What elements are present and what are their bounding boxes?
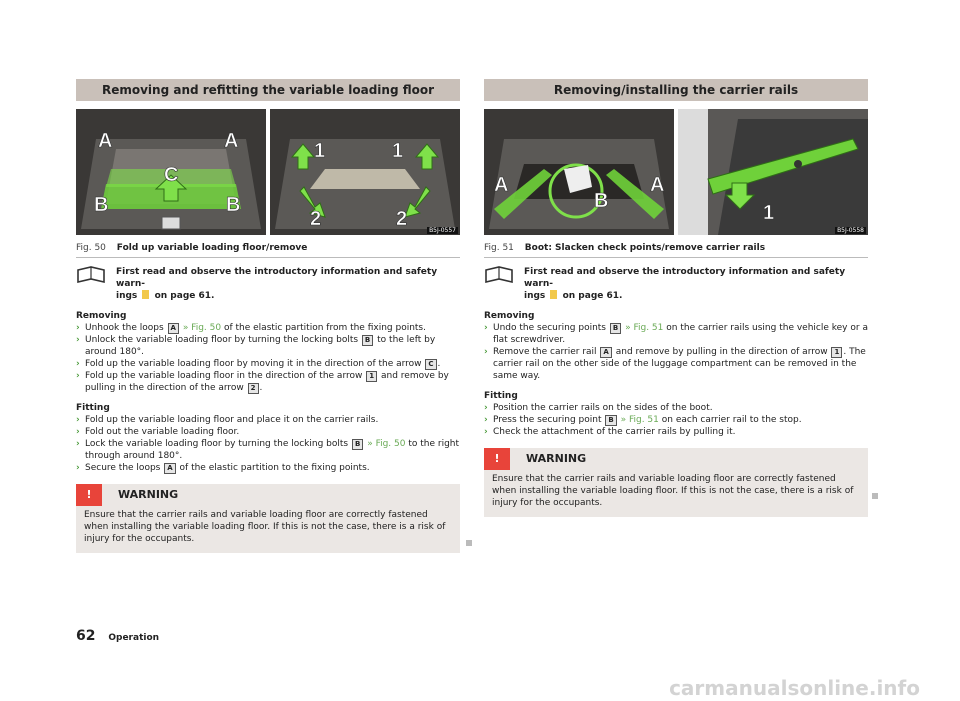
figure-link[interactable]: » Fig. 50 [182,323,222,333]
warning-box [76,484,460,553]
section-carrier-rails [484,79,868,517]
chevron-right-icon: › [76,439,80,449]
chevron-right-icon: › [76,371,80,381]
fig-label-a-right: A [224,130,239,152]
fig-label-1-right: 1 [392,140,404,162]
intro-note [76,266,460,302]
figure-50 [76,109,460,235]
note-text-line2a: ings [524,291,546,301]
list-item: › Remove the carrier rail A and remove by pulling in the direction of arrow 1 . The carrier rail on the other side of the luggage compartment can be removed in the same way. [484,347,866,381]
fig-label-a-left: A [98,130,113,152]
warning-icon: ! [484,448,510,470]
warning-label: WARNING [118,488,179,501]
list-item: › Fold up the variable loading floor by moving it in the direction of the arrow C . [76,359,441,369]
note-text-line1: First read and observe the introductory information and safety warn- [524,267,846,289]
list-item: › Press the securing point B » Fig. 51 on each carrier rail to the stop. [484,415,802,425]
section-end-mark [872,493,878,499]
figure-caption [76,243,460,258]
intro-note [484,266,868,302]
fitting-steps [76,414,460,474]
warning-label: WARNING [526,452,587,465]
figure-photo-right [678,109,868,235]
warning-icon: ! [76,484,102,506]
section-label: Operation [108,633,160,643]
warning-small-icon [142,290,149,299]
section-end-mark [466,540,472,546]
fig-label-1: 1 [763,202,775,224]
section-title: Removing/installing the carrier rails [484,79,868,101]
figure-code: B5J-0558 [837,227,864,234]
figure-caption-text: Boot: Slacken check points/remove carrier rails [524,243,766,253]
list-item: › Undo the securing points B » Fig. 51 on the carrier rails using the vehicle key or a flat screwdriver. [484,323,868,345]
removing-heading: Removing [76,311,127,321]
warning-text: Ensure that the carrier rails and variable loading floor are correctly fastened when installing the variable loading floor. If this is not the case, there is a risk of injury for the occupants. [492,474,854,508]
chevron-right-icon: › [484,427,488,437]
list-item: › Unlock the variable loading floor by turning the locking bolts B to the left by around 180°. [76,335,436,357]
fitting-steps [484,402,868,438]
removing-steps [76,322,460,394]
chevron-right-icon: › [484,347,488,357]
list-item: › Unhook the loops A » Fig. 50 of the elastic partition from the fixing points. [76,323,426,333]
list-item: › Lock the variable loading floor by turning the locking bolts B » Fig. 50 to the right through around 180°. [76,439,460,461]
chevron-right-icon: › [484,323,488,333]
warning-box [484,448,868,517]
figure-number: Fig. 51 [484,243,514,253]
chevron-right-icon: › [484,403,488,413]
note-text-line1: First read and observe the introductory information and safety warn- [116,267,438,289]
list-item: › Position the carrier rails on the sides of the boot. [484,403,713,413]
book-icon [484,266,524,302]
section-title: Removing and refitting the variable loading floor [76,79,460,101]
page-number: 62 [76,628,96,644]
section-loading-floor [76,79,460,553]
fitting-heading: Fitting [76,403,110,413]
list-item: › Fold up the variable loading floor in the direction of the arrow 1 and remove by pulling in the direction of the arrow 2 . [76,371,449,393]
figure-caption-text: Fold up variable loading floor/remove [116,243,308,253]
fig-label-b: B [594,190,609,212]
fitting-heading: Fitting [484,391,518,401]
figure-code: B5J-0557 [429,227,456,234]
list-item: › Check the attachment of the carrier rails by pulling it. [484,427,736,437]
note-text-line2a: ings [116,291,138,301]
figure-51 [484,109,868,235]
warning-text: Ensure that the carrier rails and variable loading floor are correctly fastened when installing the variable loading floor. If this is not the case, there is a risk of injury for the occupants. [84,510,446,544]
fig-label-2-left: 2 [310,208,322,230]
note-link[interactable]: on page 61. [154,291,215,301]
figure-photo-left [484,109,674,235]
chevron-right-icon: › [76,427,80,437]
figure-link[interactable]: » Fig. 50 [367,439,406,449]
figure-photo-left [76,109,266,235]
chevron-right-icon: › [76,415,80,425]
warning-small-icon [550,290,557,299]
fig-label-b-right: B [226,194,241,216]
watermark: carmanualsonline.info [669,676,920,700]
removing-steps [484,322,868,382]
fig-label-a-right: A [650,174,665,196]
list-item: › Fold up the variable loading floor and place it on the carrier rails. [76,415,379,425]
chevron-right-icon: › [76,359,80,369]
figure-number: Fig. 50 [76,243,106,253]
fig-label-a-left: A [494,174,509,196]
list-item: › Secure the loops A of the elastic partition to the fixing points. [76,463,370,473]
fig-label-c: C [164,164,179,186]
figure-link[interactable]: » Fig. 51 [620,415,659,425]
figure-caption [484,243,868,258]
fig-label-2-right: 2 [396,208,408,230]
removing-heading: Removing [484,311,535,321]
figure-link[interactable]: » Fig. 51 [625,323,664,333]
chevron-right-icon: › [76,463,80,473]
fig-label-1-left: 1 [314,140,326,162]
note-link[interactable]: on page 61. [562,291,623,301]
fig-label-b-left: B [94,194,109,216]
chevron-right-icon: › [76,335,80,345]
page-footer [76,628,159,644]
book-icon [76,266,116,302]
chevron-right-icon: › [484,415,488,425]
chevron-right-icon: › [76,323,80,333]
figure-photo-right [270,109,460,235]
list-item: › Fold out the variable loading floor. [76,427,240,437]
